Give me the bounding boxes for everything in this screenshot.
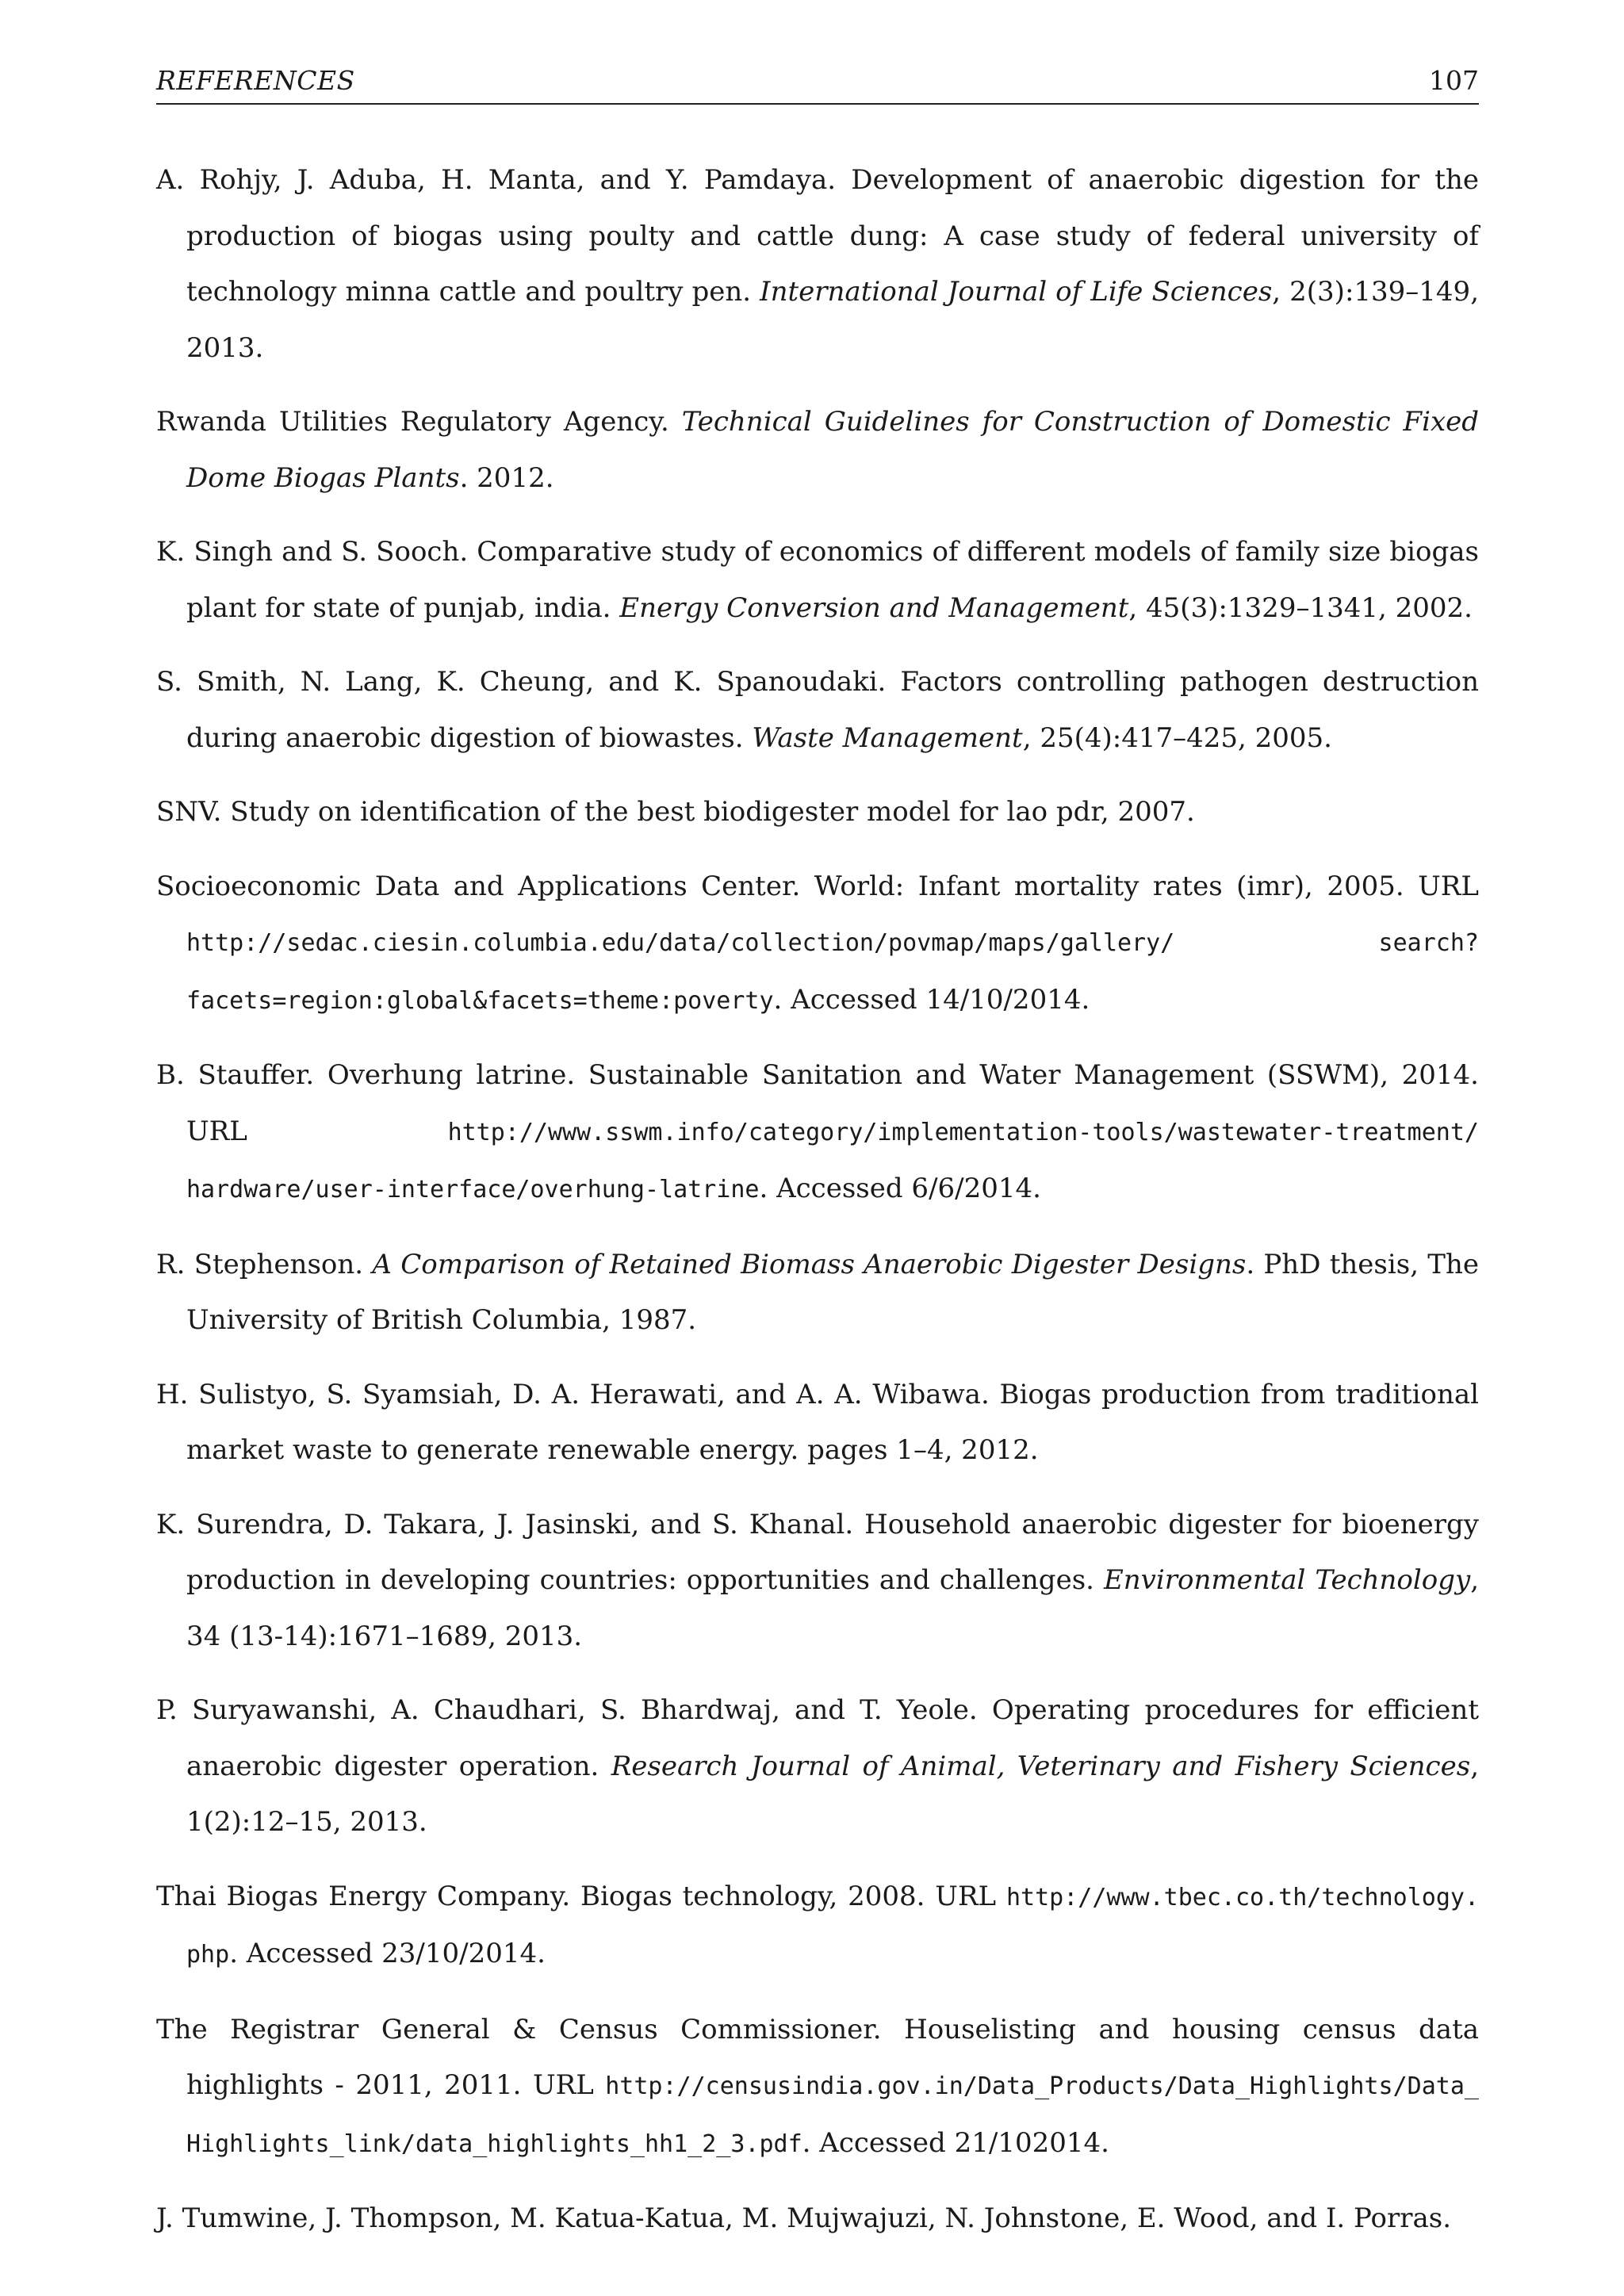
- reference-text: Rwanda Utilities Regulatory Agency.: [156, 406, 682, 438]
- reference-text: A. Rohjy, J. Aduba, H. Manta, and Y. Pamdaya. Development of anaerobic digestion for the production of biogas using poulty and cattle dung: A case study of federal university of technology minna cattle and poultry pen.: [156, 164, 1479, 308]
- reference-venue: A Comparison of Retained Biomass Anaerobic Digester Designs: [372, 1248, 1247, 1280]
- reference-venue: Environmental Technology: [1103, 1564, 1471, 1596]
- reference-venue: International Journal of Life Sciences: [760, 276, 1273, 308]
- reference-venue: Research Journal of Animal, Veterinary and Fishery Sciences: [611, 1750, 1471, 1782]
- reference-url[interactable]: http://censusindia.gov.in/Data_Products/Data_Highlights/Data_ Highlights_link/data_highlights_hh1_2_3.pdf: [186, 2072, 1479, 2158]
- reference-text: Socioeconomic Data and Applications Center. World: Infant mortality rates (imr), 2005. URL: [156, 870, 1479, 902]
- reference-text: S. Smith, N. Lang, K. Cheung, and K. Spanoudaki. Factors controlling pathogen destruction during anaerobic digestion of biowastes.: [156, 666, 1479, 754]
- reference-list: [156, 152, 1479, 2247]
- reference-text: J. Tumwine, J. Thompson, M. Katua-Katua, M. Mujwajuzi, N. Johnstone, E. Wood, and I. Porras.: [156, 2202, 1452, 2234]
- reference-text: P. Suryawanshi, A. Chaudhari, S. Bhardwaj, and T. Yeole. Operating procedures for efficient anaerobic digester operation.: [156, 1694, 1479, 1782]
- reference-entry: [156, 1367, 1479, 1479]
- reference-text: K. Surendra, D. Takara, J. Jasinski, and S. Khanal. Household anaerobic digester for bioenergy production in developing countries: opportunities and challenges.: [156, 1508, 1479, 1596]
- section-title: REFERENCES: [156, 65, 355, 96]
- reference-entry: [156, 654, 1479, 766]
- reference-url[interactable]: http://www.tbec.co.th/technology. php: [186, 1883, 1479, 1969]
- reference-entry: [156, 859, 1479, 1030]
- reference-text: . Accessed 6/6/2014.: [759, 1173, 1041, 1204]
- reference-text: . Accessed 21/102014.: [802, 2126, 1109, 2159]
- reference-text: The Registrar General & Census Commissioner. Houselisting and housing census data highlights - 2011, 2011. URL: [156, 2013, 1479, 2101]
- reference-venue: Technical Guidelines for Construction of Domestic Fixed Dome Biogas Plants: [186, 406, 1480, 494]
- reference-text: , 25(4):417–425, 2005.: [1022, 721, 1332, 754]
- reference-text: , 34 (13-14):1671–1689, 2013.: [186, 1564, 1479, 1652]
- reference-text: , 45(3):1329–1341, 2002.: [1128, 591, 1473, 624]
- reference-text: . Accessed 23/10/2014.: [229, 1938, 546, 1969]
- reference-text: , 1(2):12–15, 2013.: [186, 1750, 1479, 1838]
- reference-venue: Energy Conversion and Management: [619, 591, 1129, 624]
- reference-text: SNV. Study on identification of the best biodigester model for lao pdr, 2007.: [156, 796, 1195, 828]
- reference-entry: [156, 2002, 1479, 2173]
- reference-text: . PhD thesis, The University of British Columbia, 1987.: [186, 1248, 1479, 1336]
- reference-entry: [156, 1497, 1479, 1665]
- reference-text: R. Stephenson.: [156, 1248, 373, 1280]
- reference-text: K. Singh and S. Sooch. Comparative study of economics of different models of family size biogas plant for state of punjab, india.: [156, 536, 1479, 624]
- reference-text: . Accessed 14/10/2014.: [773, 983, 1090, 1016]
- page-number: 107: [1429, 65, 1479, 96]
- reference-entry: [156, 152, 1479, 376]
- reference-url[interactable]: http://sedac.ciesin.columbia.edu/data/collection/povmap/maps/gallery/ search?facets=region:global&facets=theme:poverty: [186, 929, 1479, 1015]
- reference-text: B. Stauffer. Overhung latrine. Sustainable Sanitation and Water Management (SSWM), 2014. URL: [156, 1059, 1479, 1147]
- reference-entry: [156, 1047, 1479, 1219]
- reference-url[interactable]: http://www.sswm.info/category/implementation-tools/wastewater-treatment/ hardware/user-interface/overhung-latrine: [186, 1118, 1479, 1203]
- reference-text: Thai Biogas Energy Company. Biogas technology, 2008. URL: [156, 1880, 1006, 1912]
- reference-entry: [156, 1237, 1479, 1349]
- reference-text: , 2(3):139–149, 2013.: [186, 276, 1479, 364]
- running-header: [156, 62, 1479, 105]
- reference-entry: [156, 524, 1479, 636]
- reference-entry: [156, 1682, 1479, 1850]
- reference-entry: [156, 784, 1479, 840]
- reference-text: . 2012.: [459, 461, 554, 494]
- reference-text: H. Sulistyo, S. Syamsiah, D. A. Herawati, and A. A. Wibawa. Biogas production from traditional market waste to generate renewable energy. pages 1–4, 2012.: [156, 1378, 1479, 1466]
- reference-venue: Waste Management: [752, 721, 1023, 754]
- reference-entry: [156, 2191, 1479, 2247]
- reference-entry: [156, 1869, 1479, 1984]
- reference-entry: [156, 394, 1479, 506]
